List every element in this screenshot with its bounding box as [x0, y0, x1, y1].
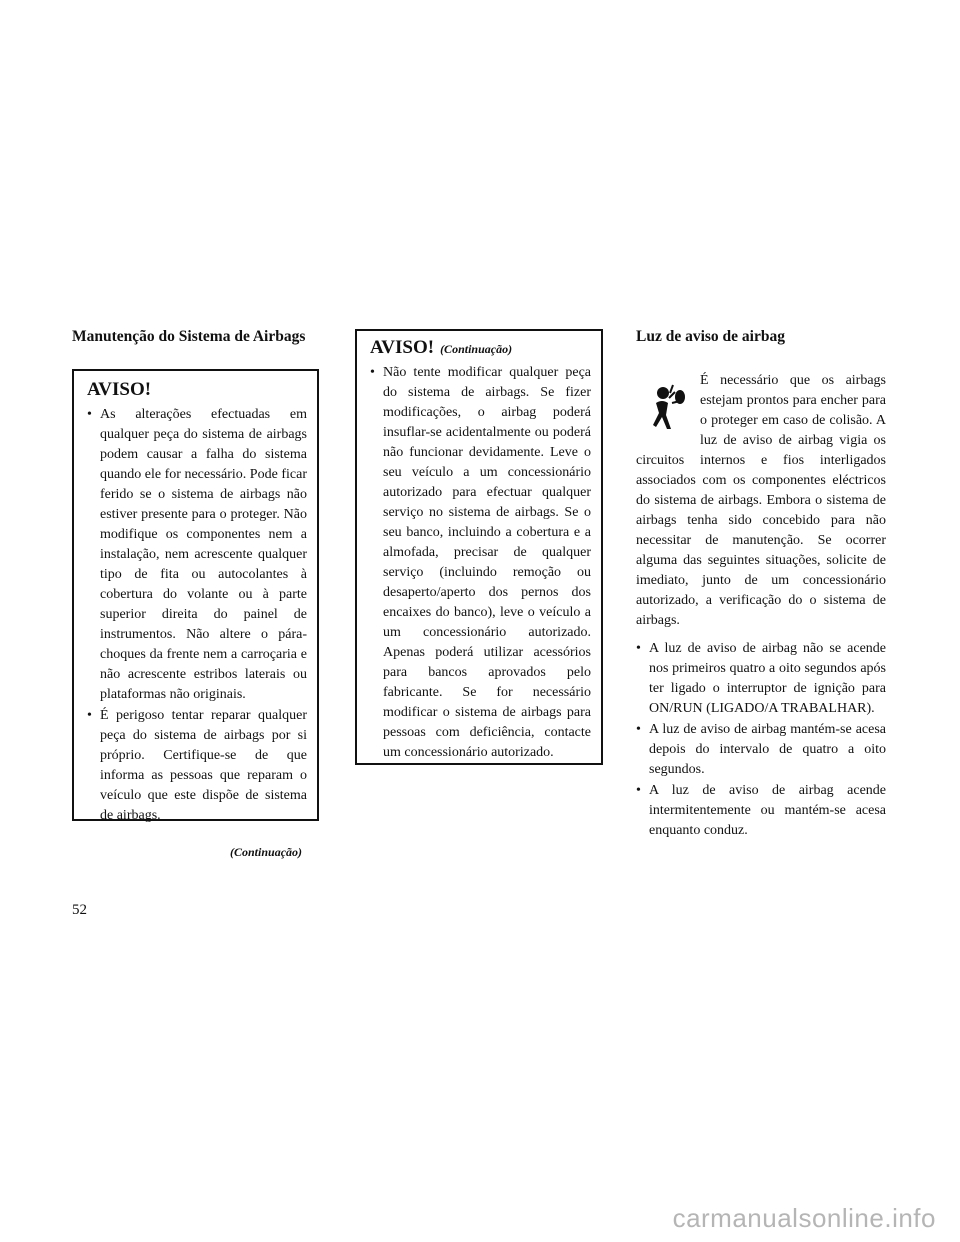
warning-item: • As alterações efectuadas em qualquer peça do sistema de airbags podem causar a falha do sistema quando ele for necessário. Pode ficar ferido se o sistema de airbags não estiver presente para o proteger. Não modifique os componentes nem a instalação, nem acrescente qualquer tipo de fita ou autocolantes à cobertura do volante ou à parte superior direita do painel de instrumentos. Não altere o pára-choques da frente nem a carroçaria e não acrescente estribos laterais ou plataformas não originais.: [87, 405, 307, 705]
warning-box-2: [355, 329, 603, 765]
section-heading: Manutenção do Sistema de Airbags: [72, 328, 306, 345]
right-column: [636, 327, 886, 842]
warning-box-1: [72, 369, 319, 821]
airbag-light-heading: Luz de aviso de airbag: [636, 328, 785, 345]
airbag-warning-icon: [636, 373, 694, 433]
continuation-label: (Continuação): [230, 845, 303, 859]
warning-item: • É perigoso tentar reparar qualquer peça do sistema de airbags por si próprio. Certifique-se de que informa as pessoas que reparam o veículo que este dispõe de sistema de airbags.: [87, 706, 307, 826]
warning-item: • Não tente modificar qualquer peça do sistema de airbags. Se fizer modificações, o airbag poderá insuflar-se acidentalmente ou poderá não funcionar devidamente. Leve o seu veículo a um concessionário autorizado para efectuar qualquer serviço no sistema de airbags. Se o seu banco, incluindo a cobertura e a almofada, precisar de qualquer serviço (incluindo remoção ou desaperto/aperto dos pernos dos encaixes do banco), leve o veículo a um concessionário autorizado. Apenas poderá utilizar acessórios para bancos aprovados pelo fabricante. Se for necessário modificar o sistema de airbags para pessoas com deficiência, contacte um concessionário autorizado.: [370, 363, 591, 763]
airbag-light-intro: É necessário que os airbags estejam prontos para encher para o proteger em caso de colisão. A luz de aviso de airbag vigia os circuitos internos e fios interligados associados com os componentes eléctricos do sistema de airbags. Embora o sistema de airbags tenha sido concebido para não necessitar de manutenção. Se ocorrer alguma das seguintes situações, solicite de imediato, junto de um concessionário autorizado, a verificação do o sistema de airbags.: [636, 373, 886, 628]
left-column: [72, 327, 319, 821]
airbag-light-item: • A luz de aviso de airbag acende intermitentemente ou mantém-se acesa enquanto conduz.: [636, 781, 886, 841]
airbag-light-item: • A luz de aviso de airbag não se acende nos primeiros quatro a oito segundos após ter ligado o interruptor de ignição para ON/RUN (LIGADO/A TRABALHAR).: [636, 639, 886, 719]
warning-list-1: [87, 405, 307, 826]
watermark: carmanualsonline.info: [672, 1203, 936, 1233]
page-number: 52: [72, 902, 87, 918]
warning-title-continued: [370, 337, 591, 359]
warning-title: AVISO!: [87, 379, 152, 400]
middle-column: [355, 329, 603, 765]
continuation-inline: (Continuação): [440, 342, 513, 356]
airbag-light-item: • A luz de aviso de airbag mantém-se acesa depois do intervalo de quatro a oito segundos.: [636, 720, 886, 780]
airbag-light-list: [636, 639, 886, 841]
warning-title-2: AVISO!: [370, 337, 435, 358]
warning-list-2: [370, 363, 591, 763]
